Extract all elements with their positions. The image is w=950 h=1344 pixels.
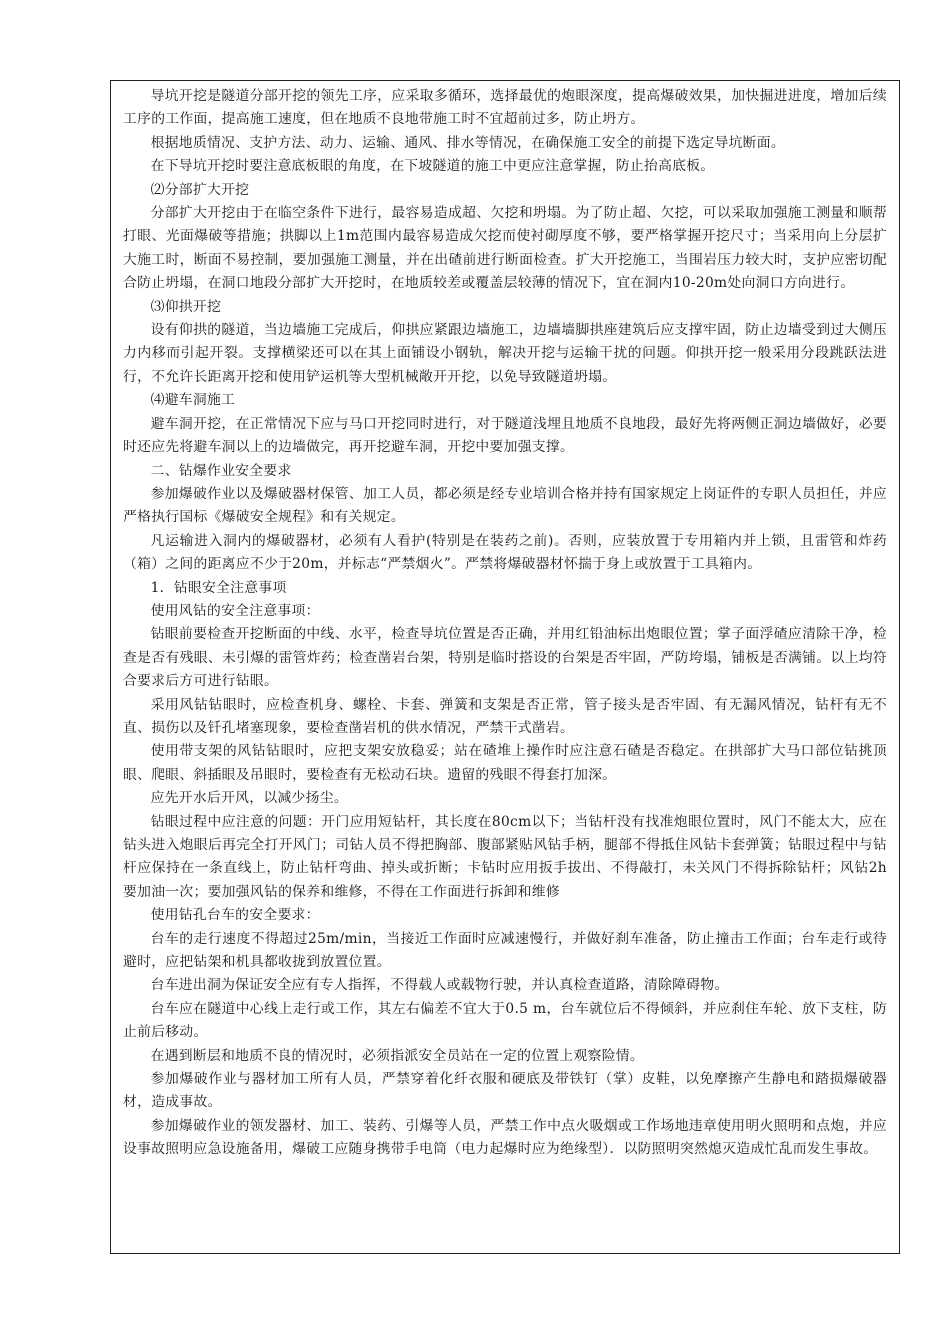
paragraph: 应先开水后开风，以减少扬尘。 bbox=[150, 790, 348, 807]
paragraph: 使用钻孔台车的安全要求： bbox=[150, 907, 320, 924]
paragraph: 使用风钻的安全注意事项： bbox=[150, 602, 320, 619]
paragraph: 设有仰拱的隧道，当边墙施工完成后，仰拱应紧跟边墙施工，边墙墙脚拱座建筑后应支撑牢固，防止边墙受到过大侧压力内移而引起开裂。支撑横梁还可以在其上面铺设小钢轨，解决开挖与运输干扰的问题。仰拱开挖一般采用分段跳跃法进行，不允许长距离开挖和使用铲运机等大型机械敞开开挖，以免导致隧道坍塌。 bbox=[123, 322, 887, 385]
paragraph: 参加爆破作业以及爆破器材保管、加工人员，都必须是经专业培训合格并持有国家规定上岗证件的专职人员担任，并应严格执行国标《爆破安全规程》和有关规定。 bbox=[123, 485, 887, 526]
paragraph: 分部扩大开挖由于在临空条件下进行，最容易造成超、欠挖和坍塌。为了防止超、欠挖，可以采取加强施工测量和顺帮打眼、光面爆破等措施；拱脚以上1m范围内最容易造成欠挖而使衬砌厚度不够，要严格掌握开挖尺寸；当采用向上分层扩大施工时，断面不易控制，要加强施工测量，并在出碴前进行断面检查。扩大开挖施工，当围岩压力较大时，支护应密切配合防止坍塌，在洞口地段分部扩大开挖时，在地质较差或覆盖层较薄的情况下，宜在洞内10-20m处向洞口方向进行。 bbox=[123, 205, 887, 292]
paragraph: 钻眼过程中应注意的问题：开门应用短钻杆，其长度在80cm以下；当钻杆没有找准炮眼位置时，风门不能太大，应在钻头进入炮眼后再完全打开风门；司钻人员不得把胸部、腹部紧贴风钻手柄，腿部不得抵住风钻卡套弹簧；钻眼过程中与钻杆应保持在一条直线上，防止钻杆弯曲、掉头或折断；卡钻时应用扳手拔出、不得敲打，未关风门不得拆除钻杆；风钻2h要加油一次；要加强风钻的保养和维修，不得在工作面进行拆卸和维修 bbox=[123, 813, 887, 900]
paragraph: 台车进出洞为保证安全应有专人指挥，不得载人或载物行驶，并认真检查道路，清除障碍物。 bbox=[150, 977, 729, 994]
paragraph: 导坑开挖是隧道分部开挖的领先工序，应采取多循环，选择最优的炮眼深度，提高爆破效果，加快掘进进度，增加后续工序的工作面，提高施工速度，但在地质不良地带施工时不宜超前过多，防止坍方。 bbox=[123, 88, 887, 128]
paragraph: 钻眼前要检查开挖断面的中线、水平，检查导坑位置是否正确，并用红铅油标出炮眼位置；掌子面浮碴应清除干净，检查是否有残眼、未引爆的雷管炸药；检查凿岩台架，特别是临时搭设的台架是否牢固，严防垮塌，铺板是否满铺。以上均符合要求后方可进行钻眼。 bbox=[123, 626, 887, 690]
paragraph: 台车应在隧道中心线上走行或工作，其左右偏差不宜大于0.5 m，台车就位后不得倾斜，并应刹住车轮、放下支柱，防止前后移动。 bbox=[123, 1000, 887, 1041]
paragraph: 凡运输进入洞内的爆破器材，必须有人看护(特别是在装药之前)。否则，应装放置于专用箱内并上锁，且雷管和炸药（箱）之间的距离应不少于20m，并标志“严禁烟火”。严禁将爆破器材怀揣于身上或放置于工具箱内。 bbox=[123, 532, 887, 573]
paragraph: 在下导坑开挖时要注意底板眼的角度，在下坡隧道的施工中更应注意掌握，防止抬高底板。 bbox=[150, 158, 715, 175]
paragraph: 采用风钻钻眼时，应检查机身、螺栓、卡套、弹簧和支架是否正常，管子接头是否牢固、有无漏风情况，钻杆有无不直、损伤以及钎孔堵塞现象，要检查凿岩机的供水情况，严禁干式凿岩。 bbox=[123, 696, 887, 736]
document-frame bbox=[110, 80, 900, 1254]
paragraph: 在遇到断层和地质不良的情况时，必须指派安全员站在一定的位置上观察险情。 bbox=[150, 1047, 644, 1064]
section-heading: 二、钻爆作业安全要求 bbox=[150, 462, 292, 479]
section-heading: ⑵分部扩大开挖 bbox=[150, 181, 250, 198]
paragraph: 参加爆破作业的领发器材、加工、装药、引爆等人员，严禁工作中点火吸烟或工作场地违章使用明火照明和点炮，并应设事故照明应急设施备用，爆破工应随身携带手电筒（电力起爆时应为绝缘型）．以防照明突然熄灭造成忙乱而发生事故。 bbox=[123, 1117, 887, 1158]
section-heading: ⑶仰拱开挖 bbox=[150, 298, 222, 315]
paragraph: 使用带支架的风钻钻眼时，应把支架安放稳妥；站在碴堆上操作时应注意石碴是否稳定。在拱部扩大马口部位钻挑顶眼、爬眼、斜插眼及吊眼时，要检查有无松动石块。遗留的残眼不得套打加深。 bbox=[123, 743, 887, 783]
paragraph: 避车洞开挖，在正常情况下应与马口开挖同时进行，对于隧道浅埋且地质不良地段，最好先将两侧正洞边墙做好，必要时还应先将避车洞以上的边墙做完，再开挖避车洞，开挖中要加强支撑。 bbox=[123, 415, 887, 456]
paragraph: 台车的走行速度不得超过25m/min，当接近工作面时应减速慢行，并做好刹车准备，防止撞击工作面；台车走行或待避时，应把钻架和机具都收拢到放置位置。 bbox=[123, 930, 887, 971]
paragraph: 根据地质情况、支护方法、动力、运输、通风、排水等情况，在确保施工安全的前提下选定导坑断面。 bbox=[150, 134, 785, 151]
section-heading: ⑷避车洞施工 bbox=[150, 392, 236, 409]
paragraph: 参加爆破作业与器材加工所有人员，严禁穿着化纤衣服和硬底及带铁钉（掌）皮鞋，以免摩擦产生静电和踏损爆破器材，造成事故。 bbox=[123, 1071, 887, 1111]
section-heading: 1．钻眼安全注意事项 bbox=[150, 579, 287, 596]
